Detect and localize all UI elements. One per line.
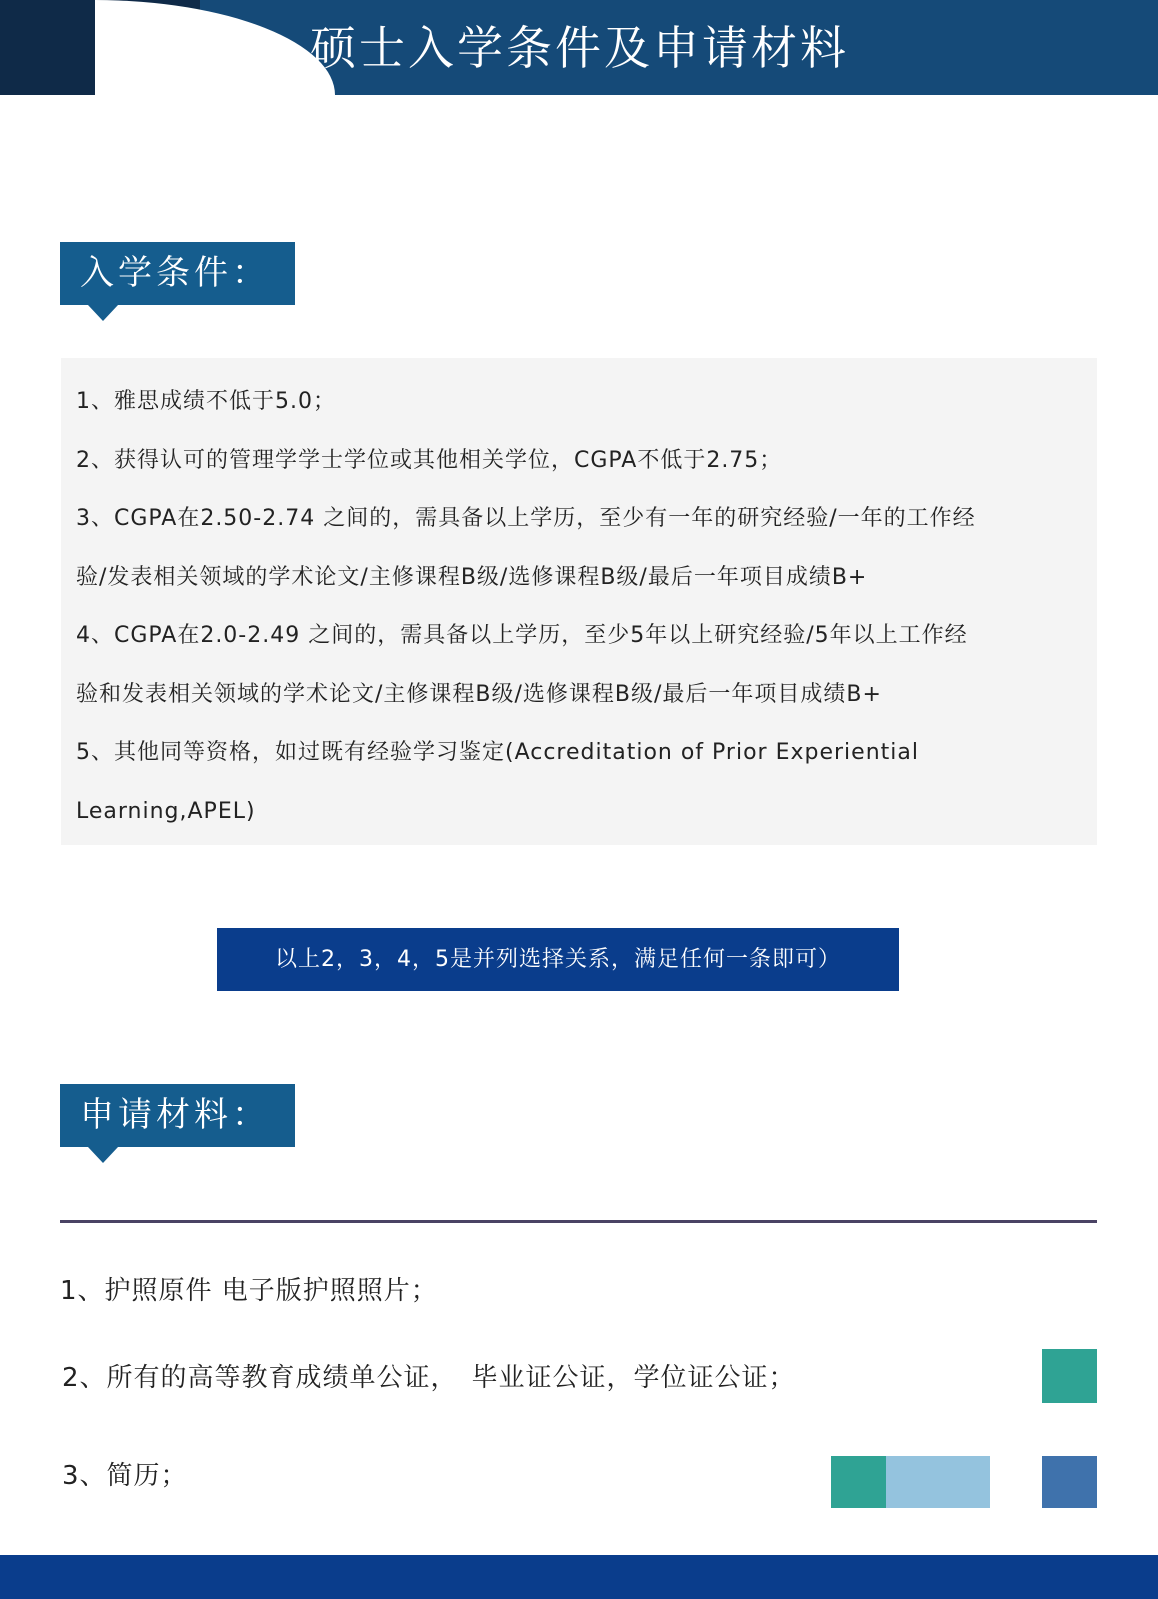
- requirement-line: 5、其他同等资格，如过既有经验学习鉴定(Accreditation of Prior Experiential: [76, 740, 919, 765]
- requirement-line: 4、CGPA在2.0-2.49 之间的，需具备以上学历，至少5年以上研究经验/5年以上工作经: [76, 623, 968, 648]
- materials-header-label: 申请材料：: [80, 1095, 270, 1135]
- materials-header: [60, 1084, 295, 1147]
- admission-header-label: 入学条件：: [80, 253, 270, 293]
- admission-header-pointer: [88, 305, 118, 321]
- materials-header-pointer: [88, 1147, 118, 1163]
- decorative-light-blue-block: [886, 1456, 990, 1508]
- page-title: 硕士入学条件及申请材料: [310, 21, 849, 75]
- selection-note: 以上2，3，4，5是并列选择关系，满足任何一条即可）: [217, 928, 899, 991]
- requirement-line: 验和发表相关领域的学术论文/主修课程B级/选修课程B级/最后一年项目成绩B+: [76, 681, 882, 707]
- decorative-teal-square: [1042, 1349, 1097, 1403]
- requirement-line: 1、雅思成绩不低于5.0；: [76, 389, 336, 414]
- decorative-blue-square: [1042, 1456, 1097, 1508]
- section-divider: [60, 1220, 1097, 1223]
- material-item: 2、所有的高等教育成绩单公证， 毕业证公证，学位证公证；: [62, 1363, 796, 1393]
- requirement-line: 2、获得认可的管理学学士学位或其他相关学位，CGPA不低于2.75；: [76, 447, 783, 473]
- requirement-line: 3、CGPA在2.50-2.74 之间的，需具备以上学历，至少有一年的研究经验/一年的工作经: [76, 506, 976, 531]
- bottom-bar: [0, 1555, 1158, 1599]
- admission-header: [60, 242, 295, 305]
- admission-requirements-box: [61, 358, 1097, 845]
- decorative-teal-square: [831, 1456, 886, 1508]
- material-item: 1、护照原件 电子版护照照片；: [60, 1276, 438, 1306]
- material-item: 3、简历；: [62, 1461, 188, 1491]
- requirement-line: 验/发表相关领域的学术论文/主修课程B级/选修课程B级/最后一年项目成绩B+: [76, 564, 868, 590]
- requirement-line: Learning,APEL): [76, 798, 256, 824]
